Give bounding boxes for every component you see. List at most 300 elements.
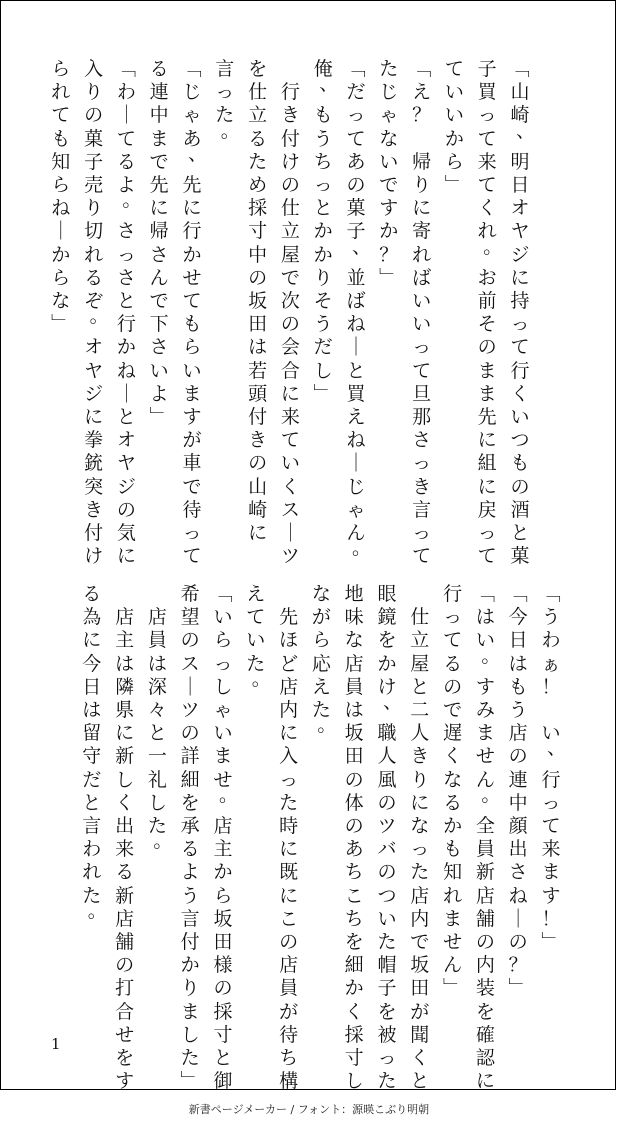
glyph: は (344, 699, 364, 722)
glyph: ｜ (280, 522, 300, 545)
glyph: 。 (153, 830, 173, 853)
glyph: 中 (149, 104, 169, 127)
glyph: に (115, 722, 135, 745)
glyph: 寸 (213, 1023, 233, 1046)
glyph: オ (84, 336, 104, 359)
glyph: 新 (115, 884, 135, 907)
glyph: 山 (510, 81, 530, 104)
glyph: の (280, 174, 300, 197)
glyph: け (377, 675, 397, 698)
glyph: 。 (89, 305, 109, 328)
glyph: 仕 (410, 606, 430, 629)
glyph: っ (412, 452, 432, 475)
glyph: す (475, 675, 495, 698)
glyph: っ (412, 336, 432, 359)
glyph: は (147, 652, 167, 675)
glyph: う (180, 884, 200, 907)
glyph: に (510, 266, 530, 289)
glyph: で (379, 174, 399, 197)
glyph: 付 (280, 127, 300, 150)
glyph: 。 (481, 644, 501, 667)
glyph: 田 (213, 931, 233, 954)
glyph: も (182, 313, 202, 336)
glyph: 細 (344, 954, 364, 977)
glyph: の (346, 174, 366, 197)
glyph: に (412, 197, 432, 220)
glyph: ？ (508, 954, 528, 977)
glyph: 職 (377, 722, 397, 745)
glyph: じ (379, 81, 399, 104)
glyph: て (182, 290, 202, 313)
glyph: り (84, 197, 104, 220)
glyph: 。 (317, 714, 337, 737)
glyph: く (443, 745, 463, 768)
glyph (276, 58, 304, 81)
glyph: を (377, 1000, 397, 1023)
glyph: ね (346, 429, 366, 452)
glyph: 店 (213, 815, 233, 838)
glyph: て (182, 545, 202, 568)
glyph: の (248, 452, 268, 475)
glyph: 鏡 (377, 606, 397, 629)
glyph: 頭 (248, 382, 268, 405)
glyph: し (313, 359, 333, 382)
glyph: る (443, 791, 463, 814)
glyph: に (410, 791, 430, 814)
text-column (307, 583, 335, 745)
glyph: の (344, 768, 364, 791)
glyph: 坂 (213, 907, 233, 930)
glyph (111, 583, 139, 606)
glyph: だ (346, 81, 366, 104)
glyph: っ (279, 768, 299, 791)
glyph: 店 (279, 954, 299, 977)
glyph: 。 (122, 189, 142, 212)
glyph: れ (477, 220, 497, 243)
glyph: 付 (248, 406, 268, 429)
glyph: 銃 (84, 452, 104, 475)
glyph: る (149, 58, 169, 80)
glyph: 一 (147, 745, 167, 768)
glyph: い (412, 313, 432, 336)
glyph: 確 (475, 1023, 495, 1046)
glyph: の (180, 722, 200, 745)
glyph: 中 (508, 791, 528, 814)
glyph: る (115, 861, 135, 884)
glyph: っ (510, 313, 530, 336)
glyph: ね (51, 197, 71, 220)
glyph: 先 (477, 406, 497, 429)
glyph: 、 (547, 737, 567, 760)
glyph: て (443, 629, 463, 652)
text-column (211, 58, 239, 151)
glyph: つ (377, 884, 397, 907)
glyph: ｜ (346, 336, 366, 359)
glyph: も (51, 127, 71, 150)
glyph: ぁ (541, 652, 561, 675)
glyph: の (213, 977, 233, 1000)
glyph: 、 (383, 691, 403, 714)
glyph: 、 (352, 235, 372, 258)
glyph: 崎 (510, 104, 530, 127)
glyph: せ (443, 931, 463, 954)
glyph: ﹂ (379, 266, 399, 289)
glyph: ゃ (346, 498, 366, 521)
glyph: 菓 (346, 197, 366, 220)
glyph: ど (279, 652, 299, 675)
glyph: は (82, 699, 102, 722)
glyph: 坂 (410, 954, 430, 977)
text-column (145, 58, 173, 429)
text-column (471, 583, 499, 1093)
glyph: た (147, 815, 167, 838)
glyph: せ (213, 768, 233, 791)
text-column (406, 583, 434, 1093)
glyph: 店 (475, 884, 495, 907)
glyph: た (248, 150, 268, 173)
glyph: の (279, 931, 299, 954)
glyph: 応 (311, 652, 331, 675)
glyph: て (412, 545, 432, 568)
glyph: る (180, 838, 200, 861)
glyph: い (149, 359, 169, 382)
glyph: に (116, 545, 136, 568)
glyph: を (248, 58, 268, 80)
glyph: え (246, 583, 266, 605)
glyph: 舗 (475, 907, 495, 930)
glyph: に (82, 629, 102, 652)
glyph: う (313, 313, 333, 336)
glyph: ｜ (116, 382, 136, 405)
glyph: の (477, 336, 497, 359)
glyph: 地 (344, 583, 364, 605)
glyph: っ (410, 838, 430, 861)
glyph: ら (51, 266, 71, 289)
glyph: て (510, 336, 530, 359)
glyph: 遅 (443, 722, 463, 745)
glyph: し (115, 768, 135, 791)
glyph (537, 699, 565, 722)
glyph: じ (346, 475, 366, 498)
glyph: 知 (51, 150, 71, 173)
glyph: せ (475, 745, 495, 768)
glyph: ！ (541, 907, 561, 930)
glyph: 日 (82, 675, 102, 698)
glyph: 風 (377, 768, 397, 791)
glyph: 会 (280, 336, 300, 359)
glyph: も (313, 104, 333, 127)
glyph: の (377, 861, 397, 884)
glyph: な (51, 290, 71, 313)
glyph: 今 (508, 606, 528, 629)
glyph: 戻 (477, 498, 497, 521)
glyph: 田 (248, 313, 268, 336)
glyph: は (248, 336, 268, 359)
glyph: ら (444, 150, 464, 173)
glyph: な (443, 768, 463, 791)
glyph: 子 (346, 220, 366, 243)
glyph: に (475, 1070, 495, 1093)
glyph: 員 (475, 838, 495, 861)
glyph: ち (344, 907, 364, 930)
glyph: は (508, 652, 528, 675)
glyph: る (116, 150, 136, 173)
glyph: ｜ (116, 104, 136, 127)
glyph: し (213, 675, 233, 698)
glyph: ば (412, 266, 432, 289)
glyph: わ (541, 629, 561, 652)
glyph: い (444, 104, 464, 127)
glyph: り (84, 81, 104, 104)
glyph: 内 (279, 699, 299, 722)
glyph: て (477, 127, 497, 150)
glyph: て (541, 815, 561, 838)
glyph: ま (182, 382, 202, 405)
glyph: 採 (344, 1023, 364, 1046)
glyph: 今 (82, 652, 102, 675)
glyph: 。 (481, 783, 501, 806)
glyph: の (115, 954, 135, 977)
glyph: わ (116, 81, 136, 104)
glyph: と (346, 359, 366, 382)
glyph: か (313, 243, 333, 266)
glyph: 並 (346, 266, 366, 289)
glyph: 店 (147, 606, 167, 629)
glyph: ん (475, 768, 495, 791)
glyph: ﹂ (443, 977, 463, 1000)
glyph: ﹂ (313, 382, 333, 405)
glyph: ぞ (84, 290, 104, 313)
glyph: た (377, 931, 397, 954)
glyph: ﹂ (541, 931, 561, 954)
glyph: 。 (352, 537, 372, 560)
glyph: ﹁ (475, 583, 495, 605)
glyph: ｜ (180, 675, 200, 698)
glyph: ス (280, 498, 300, 521)
glyph: ジ (84, 382, 104, 405)
glyph: 組 (477, 452, 497, 475)
glyph: 認 (475, 1047, 495, 1070)
glyph: 。 (87, 899, 107, 922)
glyph: い (246, 629, 266, 652)
glyph: 隣 (115, 675, 135, 698)
glyph: か (180, 954, 200, 977)
glyph: 田 (344, 745, 364, 768)
glyph: 山 (248, 475, 268, 498)
text-column (309, 58, 337, 406)
glyph: い (213, 606, 233, 629)
glyph: て (246, 606, 266, 629)
glyph: ヤ (116, 452, 136, 475)
glyph: ﹁ (116, 58, 136, 80)
glyph: な (410, 815, 430, 838)
glyph: 主 (115, 629, 135, 652)
glyph: か (51, 243, 71, 266)
glyph: と (213, 1047, 233, 1070)
glyph: ん (443, 954, 463, 977)
glyph: 連 (149, 81, 169, 104)
glyph: を (115, 1047, 135, 1070)
glyph: こ (279, 907, 299, 930)
glyph: う (541, 606, 561, 629)
glyph: か (443, 815, 463, 838)
glyph: い (377, 907, 397, 930)
glyph: が (182, 429, 202, 452)
glyph: み (475, 699, 495, 722)
glyph: ま (180, 1000, 200, 1023)
glyph: っ (477, 104, 497, 127)
footer-credit: 新書ページメーカー / フォント：源暎こぶり明朝 (188, 1103, 430, 1116)
glyph: 採 (248, 197, 268, 220)
glyph: っ (443, 606, 463, 629)
glyph: さ (412, 429, 432, 452)
glyph: 細 (180, 768, 200, 791)
glyph: で (410, 931, 430, 954)
glyph: 売 (84, 174, 104, 197)
text-column (506, 58, 534, 568)
glyph: ち (279, 1047, 299, 1070)
glyph: っ (346, 104, 366, 127)
glyph: 知 (443, 861, 463, 884)
glyph: あ (182, 127, 202, 150)
glyph: 坂 (344, 722, 364, 745)
glyph: ｜ (346, 452, 366, 475)
glyph: の (377, 791, 397, 814)
glyph: 日 (510, 174, 530, 197)
glyph: に (279, 884, 299, 907)
glyph: 合 (115, 1000, 135, 1023)
glyph: う (508, 699, 528, 722)
glyph: 員 (344, 675, 364, 698)
glyph: え (346, 406, 366, 429)
glyph: ツ (280, 545, 300, 568)
glyph: 県 (115, 699, 135, 722)
page-number: 1 (51, 1035, 61, 1053)
glyph: ス (180, 652, 200, 675)
text-column (209, 583, 237, 1093)
glyph: 菓 (510, 545, 530, 568)
glyph: そ (477, 313, 497, 336)
glyph: え (311, 675, 331, 698)
glyph: の (116, 498, 136, 521)
glyph: 採 (213, 1000, 233, 1023)
glyph: 待 (279, 1023, 299, 1046)
glyph: よ (180, 861, 200, 884)
glyph: ば (346, 290, 366, 313)
glyph: ﹁ (508, 583, 528, 605)
glyph: ん (346, 522, 366, 545)
glyph: っ (541, 791, 561, 814)
glyph: し (344, 1070, 364, 1093)
glyph: 帽 (377, 954, 397, 977)
glyph: り (410, 768, 430, 791)
glyph: け (84, 545, 104, 568)
glyph: ﹂ (51, 313, 71, 336)
glyph: 屋 (280, 243, 300, 266)
text-column (440, 58, 468, 197)
glyph: て (346, 127, 366, 150)
glyph: 坂 (248, 290, 268, 313)
glyph: ま (477, 359, 497, 382)
glyph (406, 583, 434, 606)
glyph: あ (346, 150, 366, 173)
glyph: 承 (180, 815, 200, 838)
glyph (275, 583, 303, 606)
glyph: な (379, 127, 399, 150)
glyph: 来 (280, 406, 300, 429)
glyph: 様 (213, 954, 233, 977)
glyph: り (180, 977, 200, 1000)
glyph: で (182, 475, 202, 498)
glyph: 時 (279, 815, 299, 838)
glyph: 員 (279, 977, 299, 1000)
glyph: ヤ (84, 359, 104, 382)
glyph: が (279, 1000, 299, 1023)
glyph: 中 (248, 243, 268, 266)
glyph: に (182, 197, 202, 220)
glyph: 店 (115, 606, 135, 629)
glyph: 言 (215, 58, 235, 80)
glyph: の (280, 313, 300, 336)
glyph: 礼 (147, 768, 167, 791)
glyph: つ (510, 429, 530, 452)
glyph: が (410, 1000, 430, 1023)
glyph: で (280, 266, 300, 289)
glyph (143, 583, 171, 606)
glyph: 持 (510, 290, 530, 313)
glyph: て (280, 429, 300, 452)
glyph: 先 (279, 606, 299, 629)
glyph: た (180, 1047, 200, 1070)
glyph: に (280, 382, 300, 405)
glyph: そ (313, 290, 333, 313)
glyph: た (279, 791, 299, 814)
glyph: 若 (248, 359, 268, 382)
glyph: の (248, 266, 268, 289)
glyph: た (377, 1070, 397, 1093)
glyph: ね (508, 884, 528, 907)
glyph: ジ (116, 475, 136, 498)
glyph: 来 (541, 838, 561, 861)
text-column (504, 583, 532, 1001)
glyph: 。 (483, 235, 503, 258)
glyph: 下 (149, 313, 169, 336)
glyph: ゃ (182, 104, 202, 127)
text-column (176, 583, 204, 1093)
glyph: た (379, 58, 399, 80)
glyph: す (115, 1070, 135, 1093)
glyph: 来 (477, 150, 497, 173)
glyph: 立 (280, 220, 300, 243)
glyph: バ (377, 838, 397, 861)
glyph: 守 (82, 745, 102, 768)
glyph: ツ (377, 815, 397, 838)
glyph: を (475, 1000, 495, 1023)
glyph: ま (541, 861, 561, 884)
glyph: の (475, 931, 495, 954)
glyph: ね (346, 313, 366, 336)
glyph: 入 (279, 745, 299, 768)
text-column (342, 58, 370, 568)
glyph: か (377, 652, 397, 675)
glyph: 俺 (313, 58, 333, 80)
glyph: 言 (180, 907, 200, 930)
glyph: れ (443, 884, 463, 907)
glyph: 仕 (280, 197, 300, 220)
glyph: 拳 (84, 429, 104, 452)
text-column (80, 58, 108, 568)
glyph: 人 (410, 722, 430, 745)
